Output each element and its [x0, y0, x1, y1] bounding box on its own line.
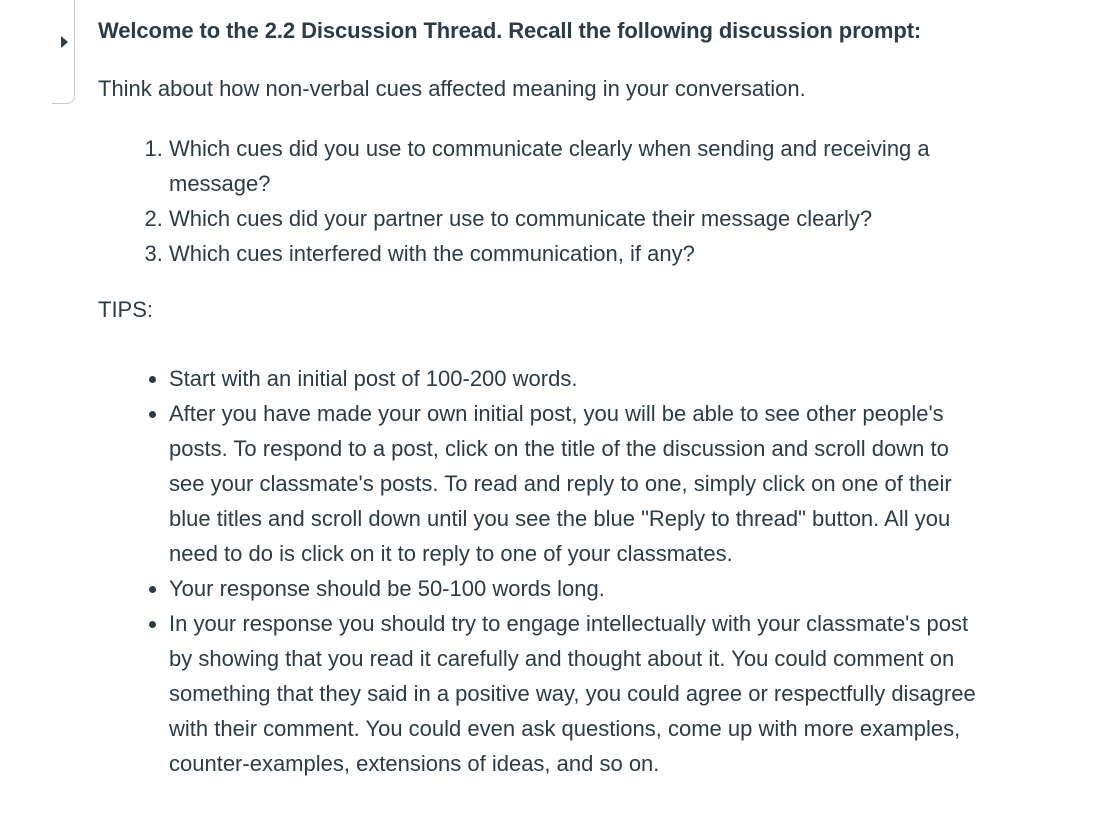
list-item: • Start with an initial post of 100-200 words. [169, 361, 978, 396]
question-list [98, 131, 978, 271]
list-item: • Your response should be 50-100 words long. [169, 571, 978, 606]
list-item: • After you have made your own initial post, you will be able to see other people's posts. To respond to a post, click on the title of the discussion and scroll down to see your classmate's posts. To read and reply to one, simply click on one of their blue titles and scroll down until you see the blue "Reply to thread" button. All you need to do is click on it to reply to one of your classmates. [169, 396, 978, 571]
list-item: 3. Which cues interfered with the communication, if any? [169, 236, 978, 271]
tips-list [98, 361, 978, 781]
prompt-heading: Welcome to the 2.2 Discussion Thread. Recall the following discussion prompt: [98, 18, 922, 43]
caret-right-icon [61, 36, 68, 48]
list-item: 2. Which cues did your partner use to communicate their message clearly? [169, 201, 978, 236]
expand-panel-toggle[interactable] [52, 0, 75, 104]
tips-label: TIPS: [98, 297, 154, 322]
list-item: • In your response you should try to engage intellectually with your classmate's post by showing that you read it carefully and thought about it. You could comment on something that they said in a positive way, you could agree or respectfully disagree with their comment. You could even ask questions, come up with more examples, counter-examples, extensions of ideas, and so on. [169, 606, 978, 781]
prompt-intro: Think about how non-verbal cues affected meaning in your conversation. [98, 76, 806, 101]
list-item: 1. Which cues did you use to communicate clearly when sending and receiving a message? [169, 131, 978, 201]
discussion-prompt [98, 16, 978, 781]
